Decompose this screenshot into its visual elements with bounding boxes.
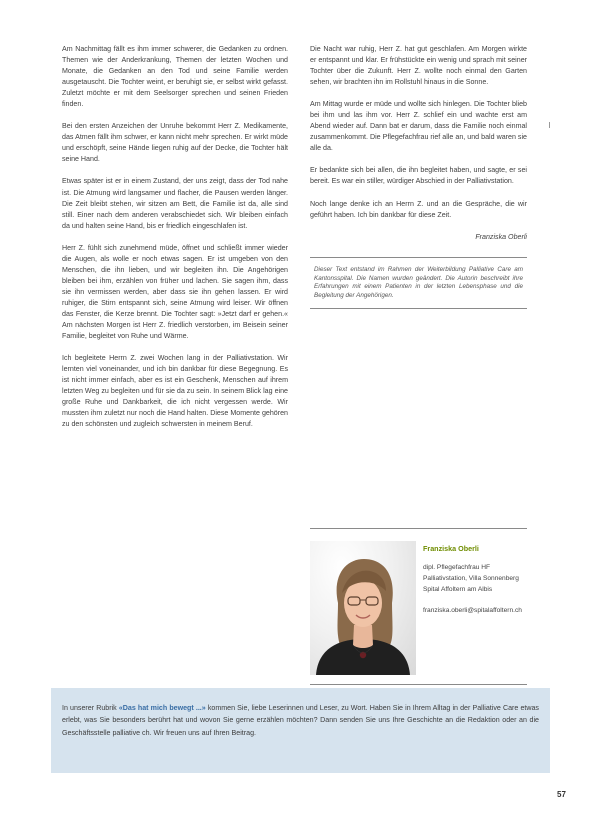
right-text-column — [310, 44, 527, 309]
paragraph: Herr Z. fühlt sich zunehmend müde, öffnet und schließt immer wieder die Augen, als wolle er noch etwas sagen. Er ist umgeben von den Menschen, die ihn lieben, und wir begleiten ihn. Die Angehörigen bleiben bei ihm, erzählen von früher und lachen. Sie sagen ihm, dass sie ihn vermissen werden, aber dass sie ihn gehen lassen. Er wird ruhiger, die Stirn entspannt sich, seine Atmung wird leiser. Wir öffnen das Fenster, die Kerze brennt. Die Tochter sagt: »Jetzt darf er gehen.« Am nächsten Morgen ist Herr Z. friedlich verstorben, im Beisein seiner Familie, begleitet von Ruhe und Wärme. — [62, 243, 288, 341]
author-info — [423, 543, 527, 626]
paragraph: Er bedankte sich bei allen, die ihn begleitet haben, und sagte, er sei bereit. Es war ein stiller, würdiger Abschied in der Palliativstation. — [310, 166, 527, 186]
paragraph: Etwas später ist er in einem Zustand, der uns zeigt, dass der Tod nahe ist. Die Atmung wird langsamer und flacher, die Pausen werden länger. Die Zeit bleibt stehen, wir sitzen am Bett, die Familie ist da, alle sind still. Einer nach dem anderen verabschiedet sich. Wir bleiben einfach da und halten seine Hand, bis er friedlich eingeschlafen ist. — [62, 177, 288, 230]
divider — [310, 684, 527, 685]
author-email[interactable]: franziska.oberli@spitalaffoltern.ch — [423, 607, 522, 614]
paragraph: Ich begleitete Herrn Z. zwei Wochen lang in der Palliativstation. Wir lernten viel voneinander, und ich bin dankbar für diese Begegnung. Es ist nicht immer einfach, aber es ist ein Geschenk, Menschen auf ihrem letzten Weg zu begleiten und für sie da zu sein. In seinem Blick lag eine große Ruhe und Dankbarkeit, die ich nicht vergessen werde. Wir mussten ihm zuletzt nur noch die Hand halten. Diese Momente gehören zu den schönsten und zugleich schwersten in meinem Beruf. — [62, 354, 288, 429]
author-role — [423, 562, 527, 595]
paragraph: Noch lange denke ich an Herrn Z. und an die Gespräche, die wir geführt haben. Ich bin dankbar für diese Zeit. — [310, 199, 527, 219]
paragraph: Am Mittag wurde er müde und wollte sich hinlegen. Die Tochter blieb bei ihm und las ihm vor. Herr Z. schlief ein und wachte erst am Abend wieder auf. Dann bat er darum, dass die Familie noch einmal zusammenkommt. Die Pflegefachfrau rief alle an, und bald waren sie alle da. — [310, 100, 527, 153]
rubric-info-box — [51, 688, 550, 773]
margin-mark — [549, 122, 550, 128]
author-name: Franziska Oberli — [423, 544, 479, 553]
author-line: dipl. Pflegefachfrau HF — [423, 564, 491, 571]
author-line: Spital Affoltern am Albis — [423, 586, 493, 593]
rubric-title: «Das hat mich bewegt ...» — [118, 704, 206, 712]
note-box: Dieser Text entstand im Rahmen der Weiterbildung Palliative Care am Kantonsspital. Die Namen wurden geändert. Die Autorin beschreibt ihre Erfahrungen mit einem Patienten in der letzten Lebensphase und die Begleitung der Angehörigen. — [310, 257, 527, 310]
author-photo — [310, 541, 416, 675]
rubric-text: kommen Sie, liebe Leserinnen und Leser, zu Wort. Haben Sie in Ihrem Alltag in der Palliative Care etwas erlebt, was Sie besonders berührt hat und wovon Sie gerne erzählen möchten? Dann senden Sie uns Ihre Geschichte an die Redaktion oder an die Geschäftsstelle palliative ch. Wir freuen uns auf Ihren Beitrag. — [62, 704, 539, 737]
author-signature: Franziska Oberli — [475, 232, 527, 241]
page-number: 57 — [557, 790, 566, 799]
left-text-column — [62, 44, 288, 441]
author-line: Palliativstation, Villa Sonnenberg — [423, 575, 519, 582]
author-block — [310, 528, 527, 684]
rubric-intro: In unserer Rubrik — [62, 704, 117, 712]
paragraph: Am Nachmittag fällt es ihm immer schwerer, die Gedanken zu ordnen. Themen wie der Anderkrankung, Themen der letzten Wochen und Monate, die Gedanken an den Tod und seine Familie werden ausgetauscht. Die Tochter weint, er beruhigt sie, er selbst wirkt gefasst. Zuletzt möchte er mit dem Seelsorger sprechen und seinen Frieden finden. — [62, 45, 288, 109]
paragraph: Die Nacht war ruhig, Herr Z. hat gut geschlafen. Am Morgen wirkte er entspannt und klar. Er frühstückte ein wenig und sprach mit seiner Tochter über die Zukunft. Herr Z. wollte noch einmal den Garten sehen, wir brachten ihn im Rollstuhl hinaus in die Sonne. — [310, 45, 527, 87]
paragraph: Bei den ersten Anzeichen der Unruhe bekommt Herr Z. Medikamente, das Atmen fällt ihm schwer, er kann nicht mehr sprechen. Er wirkt müde und erschöpft, seine Hände liegen ruhig auf der Decke, die Tochter hält seine Hand. — [62, 122, 288, 164]
